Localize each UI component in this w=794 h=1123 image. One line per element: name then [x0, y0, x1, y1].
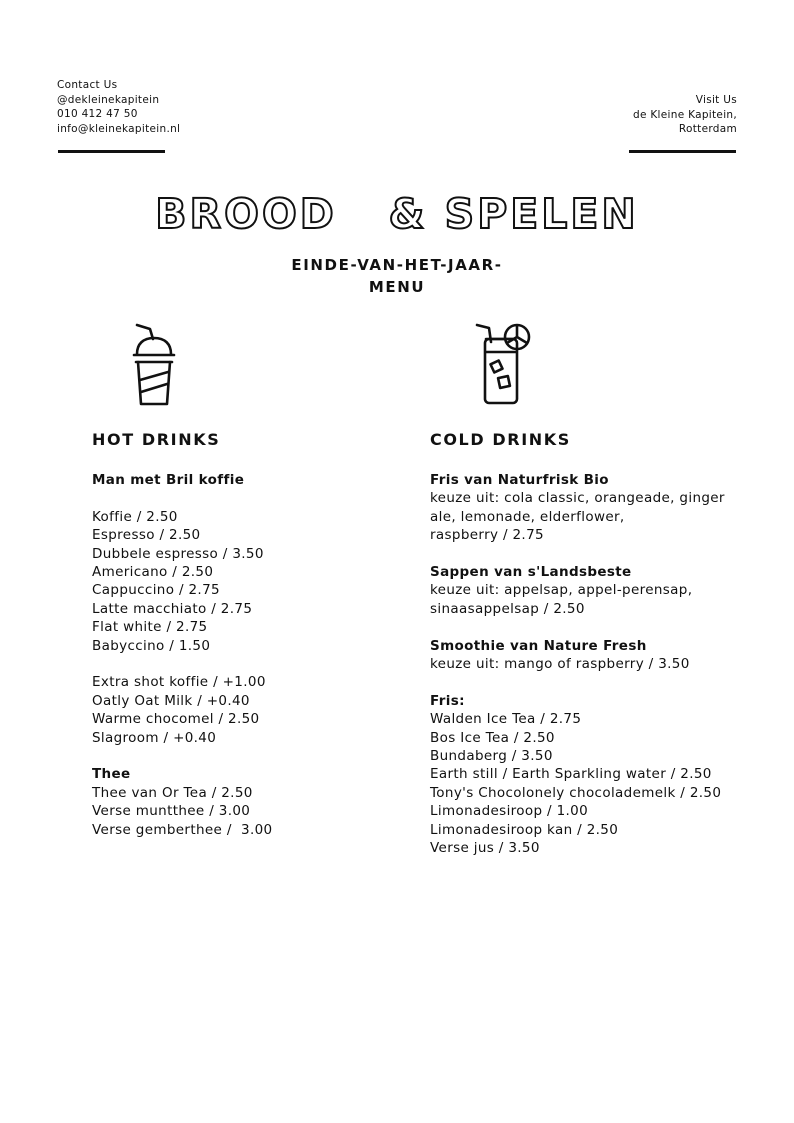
subtitle-line1: EINDE-VAN-HET-JAAR- [291, 256, 503, 274]
visit-address-line2: Rotterdam [678, 123, 737, 136]
menu-item: Latte macchiato / 2.75 [92, 600, 253, 617]
section-title: Man met Bril koffie [92, 472, 245, 488]
section-description: keuze uit: cola classic, orangeade, ginger ale, lemonade, elderflower, [430, 490, 725, 525]
menu-item: Oatly Oat Milk / +0.40 [92, 692, 250, 709]
cold-section-sappen [430, 563, 740, 618]
menu-item: Flat white / 2.75 [92, 619, 208, 636]
menu-item: Limonadesiroop kan / 2.50 [430, 821, 619, 838]
cold-section-fris [430, 692, 740, 858]
hot-drinks-heading: HOT DRINKS [92, 430, 221, 449]
menu-item: Verse jus / 3.50 [430, 840, 540, 857]
contact-phone[interactable]: 010 412 47 50 [57, 108, 138, 121]
section-title: Fris van Naturfrisk Bio [430, 472, 609, 488]
section-title: Sappen van s'Landsbeste [430, 564, 632, 581]
section-title: Smoothie van Nature Fresh [430, 637, 647, 654]
contact-instagram[interactable]: @dekleinekapitein [57, 93, 160, 106]
visit-heading: Visit Us [695, 94, 737, 106]
right-divider [629, 150, 736, 153]
menu-item: Limonadesiroop / 1.00 [430, 803, 589, 820]
menu-item: Tony's Chocolonely chocolademelk / 2.50 [430, 784, 722, 801]
section-description: keuze uit: mango of raspberry / 3.50 [430, 656, 690, 673]
page-subtitle [0, 254, 794, 298]
hot-drinks-column [92, 428, 392, 857]
section-title: Fris: [430, 692, 465, 709]
menu-item: Slagroom / +0.40 [92, 729, 217, 746]
menu-item: Cappuccino / 2.75 [92, 582, 220, 599]
hot-section-coffee [92, 471, 392, 655]
cold-section-smoothie [430, 637, 740, 674]
menu-item: Verse muntthee / 3.00 [92, 803, 251, 820]
menu-item: Warme chocomel / 2.50 [92, 711, 260, 728]
takeaway-cup-icon [128, 322, 180, 408]
contact-email[interactable]: info@kleinekapitein.nl [57, 122, 181, 135]
menu-item: Bundaberg / 3.50 [430, 748, 553, 765]
hot-section-extras [92, 673, 392, 747]
cold-drinks-column [430, 428, 740, 876]
cold-drinks-heading: COLD DRINKS [430, 430, 571, 449]
visit-block [633, 93, 737, 137]
left-divider [58, 150, 165, 153]
menu-item: Verse gemberthee / 3.00 [92, 821, 273, 838]
cold-section-naturfrisk [430, 471, 740, 545]
iced-drink-icon [474, 322, 536, 408]
menu-item: Espresso / 2.50 [92, 527, 201, 544]
contact-block [57, 78, 180, 136]
menu-item: Koffie / 2.50 [92, 508, 178, 525]
contact-heading: Contact Us [57, 79, 118, 91]
menu-item: Earth still / Earth Sparkling water / 2.50 [430, 766, 712, 783]
visit-address-line1: de Kleine Kapitein, [633, 108, 737, 121]
menu-item: Thee van Or Tea / 2.50 [92, 784, 253, 801]
menu-item: Bos Ice Tea / 2.50 [430, 729, 555, 746]
page-title: BROOD & SPELEN [155, 190, 639, 238]
menu-item: Babyccino / 1.50 [92, 637, 211, 654]
menu-item: Dubbele espresso / 3.50 [92, 545, 264, 562]
menu-item: Extra shot koffie / +1.00 [92, 674, 266, 691]
section-title: Thee [92, 766, 131, 783]
menu-item: Americano / 2.50 [92, 564, 214, 581]
subtitle-line2: MENU [368, 278, 426, 296]
hot-section-tea [92, 765, 392, 839]
menu-item: Walden Ice Tea / 2.75 [430, 711, 582, 728]
section-description: keuze uit: appelsap, appel-perensap, sinaasappelsap / 2.50 [430, 582, 693, 617]
menu-item: raspberry / 2.75 [430, 527, 544, 544]
